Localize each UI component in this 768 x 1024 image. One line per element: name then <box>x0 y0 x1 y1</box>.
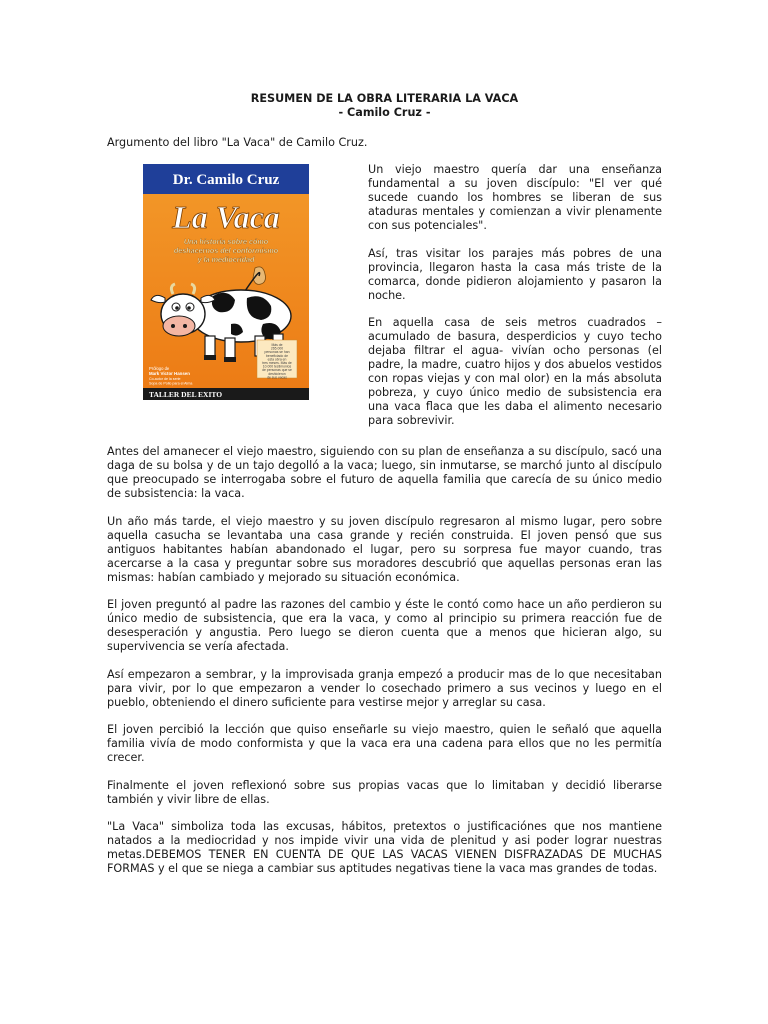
cover-foreword-line: Co-autor de la serie <box>149 377 181 381</box>
cover-badge-line: 265.000 <box>270 346 284 351</box>
book-cover-image <box>143 164 309 400</box>
body-paragraph: Finalmente el joven reflexionó sobre sus propias vacas que lo limitaban y decidió liberarse también y vivir libre de ellas. <box>107 778 662 806</box>
cover-title: La Vaca <box>172 199 280 235</box>
body-paragraph: "La Vaca" simboliza toda las excusas, hábitos, pretextos o justificaciónes que nos mantiene natados a la mediocridad y nos impide vivir una vida de plenitud y asi poder lograr nuestras metas.DEBEMOS TENER EN CUENTA DE QUE LAS VACAS VIENEN DISFRAZADAS DE MUCHAS FORMAS y el que se niega a cambiar sus aptitudes negativas tiene la vaca mas grandes de todas. <box>107 820 662 875</box>
intro-line: Argumento del libro "La Vaca" de Camilo Cruz. <box>107 136 368 149</box>
cover-badge-line: de sus vacas <box>267 375 287 380</box>
side-paragraph: Un viejo maestro quería dar una enseñanza fundamental a su joven discípulo: "El ver qué sucede cuando los hombres se liberan de sus ataduras mentales y comienzan a vivir plenamente con sus potenciales". <box>368 163 662 232</box>
side-paragraph: Así, tras visitar los parajes más pobres de una provincia, llegaron hasta la casa más triste de la comarca, donde pidieron alojamiento y pasaron la noche. <box>368 246 662 302</box>
document-title: RESUMEN DE LA OBRA LITERARIA LA VACA <box>250 92 519 105</box>
cover-badge-line: Más de <box>271 343 283 347</box>
cover-badge-line: personas se han <box>264 350 290 355</box>
cover-badge <box>257 340 297 379</box>
main-text-body <box>107 445 662 890</box>
cover-subtitle-line: y la mediocridad <box>197 255 255 264</box>
cover-badge-line: beneficiado de <box>265 353 289 358</box>
cover-badge-line: tres meses. Más de <box>262 361 292 365</box>
cover-foreword-line: Mark Victor Hansen <box>149 371 190 376</box>
body-paragraph: Un año más tarde, el viejo maestro y su joven discípulo regresaron al mismo lugar, pero sobre aquella casucha se levantaba una casa grande y recién construida. El joven pensó que sus antiguos habitantes habían abandonado el lugar, pero su sorpresa fue mayor cuando, tras acercarse a la casa y preguntar sobre sus moradores descubrió que aquellas personas eran las mismas: habían cambiado y mejorado su situación económica. <box>107 514 662 584</box>
document-subtitle: - Camilo Cruz - <box>338 106 431 119</box>
cover-subtitle-line: Una historia sobre cómo <box>183 237 269 246</box>
cover-badge-line: de personas que se <box>262 368 292 373</box>
cover-badge-line: deshicieron <box>268 371 286 376</box>
document-title-block <box>107 92 662 120</box>
body-paragraph: Así empezaron a sembrar, y la improvisada granja empezó a producir mas de lo que necesitaban para vivir, por lo que empezaron a vender lo cosechado primero a sus vecinos y luego en el pueblo, obteniendo el dinero suficiente para vestirse mejor y arreglar su casa. <box>107 667 662 709</box>
cover-author: Dr. Camilo Cruz <box>172 172 280 188</box>
body-paragraph: Antes del amanecer el viejo maestro, siguiendo con su plan de enseñanza a su discípulo, sacó una daga de su bolsa y de un tajo degolló a la vaca; luego, sin inmutarse, se marchó junto al discípulo que preocupado se interrogaba sobre el futuro de aquella familia que carecía de su único medio de subsistencia: la vaca. <box>107 445 662 500</box>
body-paragraph: El joven preguntó al padre las razones del cambio y éste le contó como hace un año perdieron su único medio de subsistencia, que era la vaca, y como al principio su primera reacción fue de desesperación y angustia. Pero luego se dieron cuenta que a menos que hicieran algo, su supervivencia se vería afectada. <box>107 598 662 653</box>
cover-subtitle-line: deshacernos del conformismo <box>173 246 279 255</box>
cover-badge-line: esta obra en <box>267 357 287 362</box>
cover-publisher: TALLER DEL EXITO <box>149 390 223 399</box>
cover-badge-line: 10.000 testimonios <box>262 364 292 369</box>
body-paragraph: El joven percibió la lección que quiso enseñarle su viejo maestro, quien le señaló que aquella familia vivía de modo conformista y que la vaca era una cadena para ellos que no les permitía crecer. <box>107 723 662 764</box>
side-text-column <box>368 163 662 442</box>
cover-foreword-line: Sopa de Pollo para el Alma <box>149 381 193 386</box>
cover-foreword-line: Prólogo de <box>149 366 170 371</box>
side-paragraph: En aquella casa de seis metros cuadrados – acumulado de basura, desperdicios y cuyo techo dejaba filtrar el agua- vivían ocho personas (el padre, la madre, cuatro hijos y dos abuelos vestidos con ropas viejas y con mal olor) en la más absoluta pobreza, y cuyo único medio de subsistencia era una vaca flaca que les daba el alimento necesario para sobrevivir. <box>368 316 662 427</box>
